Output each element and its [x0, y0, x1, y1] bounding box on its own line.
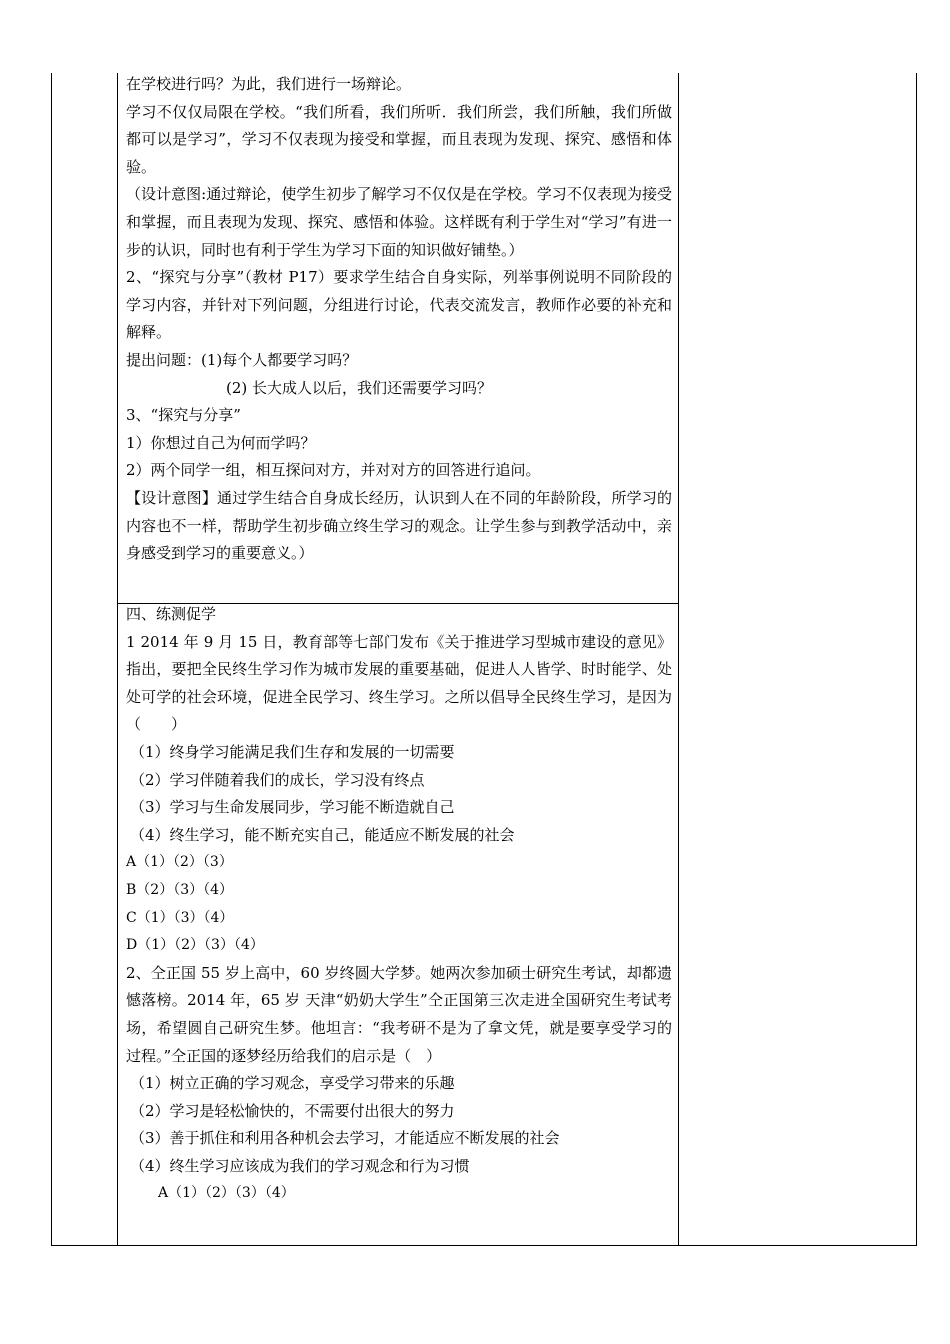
list-item: （2）学习是轻松愉快的，不需要付出很大的努力	[130, 1101, 455, 1120]
paragraph: 2、“探究与分享”（教材 P17）要求学生结合自身实际，列举事例说明不同阶段的学习内容，并针对下列问题，分组进行讨论，代表交流发言，教师作必要的补充和解释。	[126, 268, 672, 342]
question-stem: 1 2014 年 9 月 15 日，教育部等七部门发布《关于推进学习型城市建设的意见》指出，要把全民终生学习作为城市发展的重要基础，促进人人皆学、时时能学、处处可学的社会环境，促进全民学习、终生学习。之所以倡导全民终生学习，是因为（ ）	[126, 632, 672, 734]
paragraph: 在学校进行吗？为此，我们进行一场辩论。	[126, 75, 412, 93]
list-item: （4）终生学习，能不断充实自己，能适应不断发展的社会	[130, 825, 515, 844]
paragraph: 3、“探究与分享”	[126, 406, 241, 425]
paragraph: 学习不仅仅局限在学校。“我们所看，我们所听．我们所尝，我们所触，我们所做都可以是学习”，学习不仅表现为接受和掌握，而且表现为发现、探究、感悟和体验。	[126, 102, 672, 176]
list-item: 2）两个同学一组，相互探问对方，并对对方的回答进行追问。	[126, 461, 541, 480]
answer-option: B（2）（3）（4）	[126, 881, 234, 898]
table-column-divider-left	[117, 73, 118, 1246]
question-stem: 2、仝正国 55 岁上高中，60 岁终圆大学梦。她两次参加硕士研究生考试，却都遗憾落榜。2014 年，65 岁 天津“奶奶大学生”仝正国第三次走进全国研究生考试考场，希望圆自己研究生梦。他坦言：“我考研不是为了拿文凭，就是要享受学习的过程。”仝正国的逐梦经历给我们的启示是（ ）	[126, 963, 672, 1065]
list-item: （2）学习伴随着我们的成长，学习没有终点	[130, 770, 425, 789]
section-heading: 四、练测促学	[126, 605, 217, 623]
practice-section	[126, 601, 672, 1208]
table-column-divider-right	[678, 73, 679, 1246]
answer-option: A（1）（2）（3）（4）	[158, 1185, 295, 1202]
list-item: （3）学习与生命发展同步，学习能不断造就自己	[130, 798, 455, 817]
list-item: 1）你想过自己为何而学吗？	[126, 433, 316, 452]
answer-option: C（1）（3）（4）	[126, 909, 234, 926]
question-prompt: (2) 长大成人以后，我们还需要学习吗？	[226, 378, 493, 397]
answer-option: A（1）（2）（3）	[126, 854, 233, 871]
design-intent: 【设计意图】通过学生结合自身成长经历，认识到人在不同的年龄阶段，所学习的内容也不一样，帮助学生初步确立终生学习的观念。让学生参与到教学活动中，亲身感受到学习的重要意义。）	[126, 488, 672, 563]
list-item: （1）树立正确的学习观念，享受学习带来的乐趣	[130, 1074, 455, 1093]
design-intent: （设计意图:通过辩论，使学生初步了解学习不仅仅是在学校。学习不仅表现为接受和掌握，而且表现为发现、探究、感悟和体验。这样既有利于学生对“学习”有进一步的认识，同时也有利于学生为学习下面的知识做好铺垫。）	[126, 185, 672, 259]
list-item: （4）终生学习应该成为我们的学习观念和行为习惯	[130, 1156, 470, 1175]
activity-section	[126, 71, 672, 568]
question-prompt: 提出问题：(1)每个人都要学习吗？	[126, 350, 358, 369]
list-item: （3）善于抓住和利用各种机会去学习，才能适应不断发展的社会	[130, 1129, 560, 1148]
answer-option: D（1）（2）（3）（4）	[126, 937, 264, 954]
list-item: （1）终身学习能满足我们生存和发展的一切需要	[130, 742, 455, 761]
